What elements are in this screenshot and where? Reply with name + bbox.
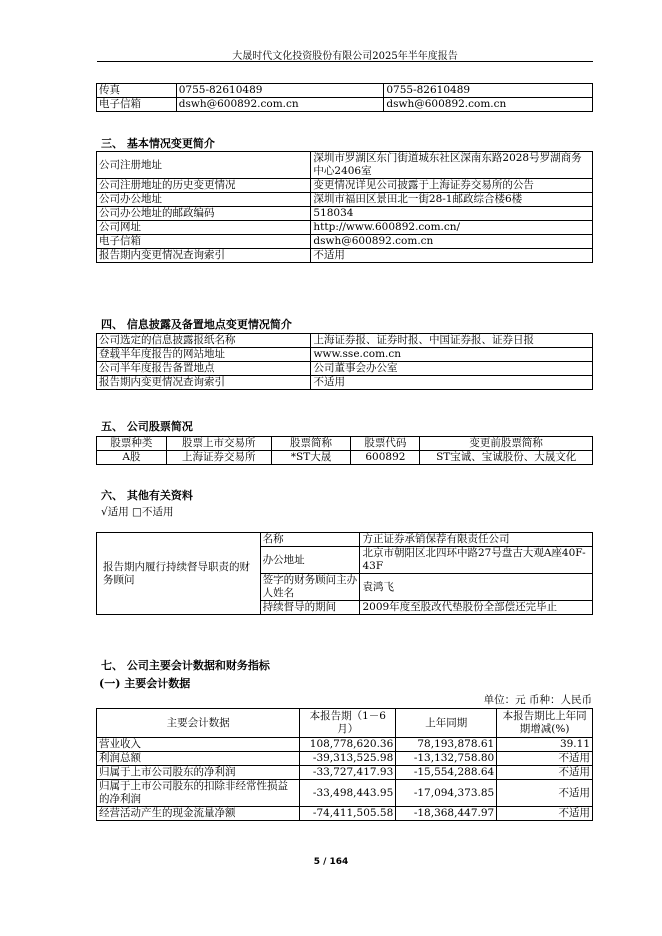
table-cell: ST宝诚、宝诚股份、大晟文化	[420, 451, 593, 465]
table-header: 股票代码	[351, 437, 420, 451]
table-row	[97, 437, 593, 451]
table-row	[97, 249, 593, 263]
table-header: 主要会计数据	[97, 709, 300, 738]
table-row	[97, 807, 593, 821]
table-cell: 公司选定的信息披露报纸名称	[97, 334, 311, 348]
table-cell: 报告期内变更情况查询索引	[97, 249, 311, 263]
table-cell: 78,193,878.61	[396, 738, 497, 752]
table-cell: 0755-82610489	[384, 84, 593, 98]
contact-table	[96, 83, 593, 112]
table-cell: 600892	[351, 451, 420, 465]
table-cell: 公司办公地址	[97, 193, 311, 207]
section-3-title: 三、 基本情况变更简介	[101, 137, 215, 150]
table-cell: -18,368,447.97	[396, 807, 497, 821]
table-row	[97, 780, 593, 807]
section-5-title: 五、 公司股票简况	[101, 420, 193, 433]
table-header: 股票上市交易所	[166, 437, 271, 451]
table-row	[97, 738, 593, 752]
unit-note: 单位：元 币种：人民币	[483, 694, 592, 706]
table-cell: 经营活动产生的现金流量净额	[97, 807, 300, 821]
table-cell: 报告期内履行持续督导职责的财务顾问	[97, 533, 261, 615]
table-cell: 电子信箱	[97, 98, 177, 112]
table-row	[97, 752, 593, 766]
table-row	[97, 179, 593, 193]
table-header: 变更前股票简称	[420, 437, 593, 451]
table-row	[97, 207, 593, 221]
table-cell: 不适用	[497, 752, 593, 766]
table-cell: 不适用	[497, 766, 593, 780]
table-cell: 39.11	[497, 738, 593, 752]
table-cell: -33,498,443.95	[300, 780, 396, 807]
table-cell: 公司网址	[97, 221, 311, 235]
table-cell: -74,411,505.58	[300, 807, 396, 821]
subsection-title: (一) 主要会计数据	[99, 677, 191, 690]
basic-info-table	[96, 151, 593, 263]
applicability-options: √适用 □不适用	[101, 506, 174, 518]
table-row	[97, 533, 593, 547]
table-header: 本报告期（1－6月）	[300, 709, 396, 738]
table-cell: 传真	[97, 84, 177, 98]
table-row	[97, 334, 593, 348]
table-cell: -17,094,373.85	[396, 780, 497, 807]
table-cell: 0755-82610489	[176, 84, 384, 98]
accounting-table	[96, 708, 593, 821]
table-header: 上年同期	[396, 709, 497, 738]
page-header: 大晟时代文化投资股份有限公司2025年半年度报告	[232, 51, 458, 62]
table-cell: 不适用	[311, 376, 593, 390]
table-cell: 电子信箱	[97, 235, 311, 249]
table-cell: 公司半年度报告备置地点	[97, 362, 311, 376]
table-row	[97, 221, 593, 235]
page-number: 5 / 164	[313, 857, 349, 867]
table-cell: 2009年度至股改代垫股份全部偿还完毕止	[360, 601, 593, 615]
table-row	[97, 348, 593, 362]
table-cell: 108,778,620.36	[300, 738, 396, 752]
table-row	[97, 709, 593, 738]
section-4-title: 四、 信息披露及备置地点变更情况简介	[101, 318, 292, 331]
table-cell: 不适用	[497, 780, 593, 807]
table-cell: -39,313,525.98	[300, 752, 396, 766]
table-cell: dswh@600892.com.cn	[311, 235, 593, 249]
table-header: 本报告期比上年同期增减(%)	[497, 709, 593, 738]
table-cell: 办公地址	[260, 547, 360, 574]
table-cell: www.sse.com.cn	[311, 348, 593, 362]
table-cell: -15,554,288.64	[396, 766, 497, 780]
table-cell: 营业收入	[97, 738, 300, 752]
table-row	[97, 193, 593, 207]
table-cell: 公司办公地址的邮政编码	[97, 207, 311, 221]
table-cell: -13,132,758.80	[396, 752, 497, 766]
table-cell: 方正证券承销保荐有限责任公司	[360, 533, 593, 547]
section-7-title: 七、 公司主要会计数据和财务指标	[101, 659, 270, 672]
table-row	[97, 98, 593, 112]
table-cell: dswh@600892.com.cn	[384, 98, 593, 112]
section-6-title: 六、 其他有关资料	[101, 489, 193, 502]
table-cell: 上海证券报、证券时报、中国证券报、证券日报	[311, 334, 593, 348]
table-cell: 公司注册地址的历史变更情况	[97, 179, 311, 193]
table-row	[97, 766, 593, 780]
disclosure-table	[96, 333, 593, 390]
table-cell: 报告期内变更情况查询索引	[97, 376, 311, 390]
table-cell: A股	[97, 451, 167, 465]
table-cell: 签字的财务顾问主办人姓名	[260, 574, 360, 601]
advisor-table	[96, 532, 593, 615]
table-cell: 袁鸿飞	[360, 574, 593, 601]
table-cell: 名称	[260, 533, 360, 547]
table-cell: -33,727,417.93	[300, 766, 396, 780]
table-cell: *ST大晟	[271, 451, 351, 465]
header-divider	[97, 61, 593, 62]
table-cell: dswh@600892.com.cn	[176, 98, 384, 112]
table-cell: 不适用	[497, 807, 593, 821]
table-cell: 变更情况详见公司披露于上海证券交易所的公告	[311, 179, 593, 193]
table-cell: 归属于上市公司股东的扣除非经常性损益的净利润	[97, 780, 300, 807]
table-cell: 持续督导的期间	[260, 601, 360, 615]
table-row	[97, 451, 593, 465]
table-header: 股票种类	[97, 437, 167, 451]
table-header: 股票简称	[271, 437, 351, 451]
table-cell: 公司董事会办公室	[311, 362, 593, 376]
table-cell: http://www.600892.com.cn/	[311, 221, 593, 235]
table-cell: 不适用	[311, 249, 593, 263]
table-cell: 利润总额	[97, 752, 300, 766]
stock-table	[96, 436, 593, 465]
table-row	[97, 235, 593, 249]
table-cell: 深圳市福田区景田北一街28-1邮政综合楼6楼	[311, 193, 593, 207]
table-cell: 登载半年度报告的网站地址	[97, 348, 311, 362]
table-cell: 深圳市罗湖区东门街道城东社区深南东路2028号罗湖商务中心2406室	[311, 152, 593, 179]
table-row	[97, 376, 593, 390]
table-row	[97, 362, 593, 376]
table-cell: 上海证券交易所	[166, 451, 271, 465]
table-cell: 北京市朝阳区北四环中路27号盘古大观A座40F-43F	[360, 547, 593, 574]
table-cell: 公司注册地址	[97, 152, 311, 179]
table-row	[97, 152, 593, 179]
table-cell: 518034	[311, 207, 593, 221]
table-row	[97, 84, 593, 98]
table-cell: 归属于上市公司股东的净利润	[97, 766, 300, 780]
